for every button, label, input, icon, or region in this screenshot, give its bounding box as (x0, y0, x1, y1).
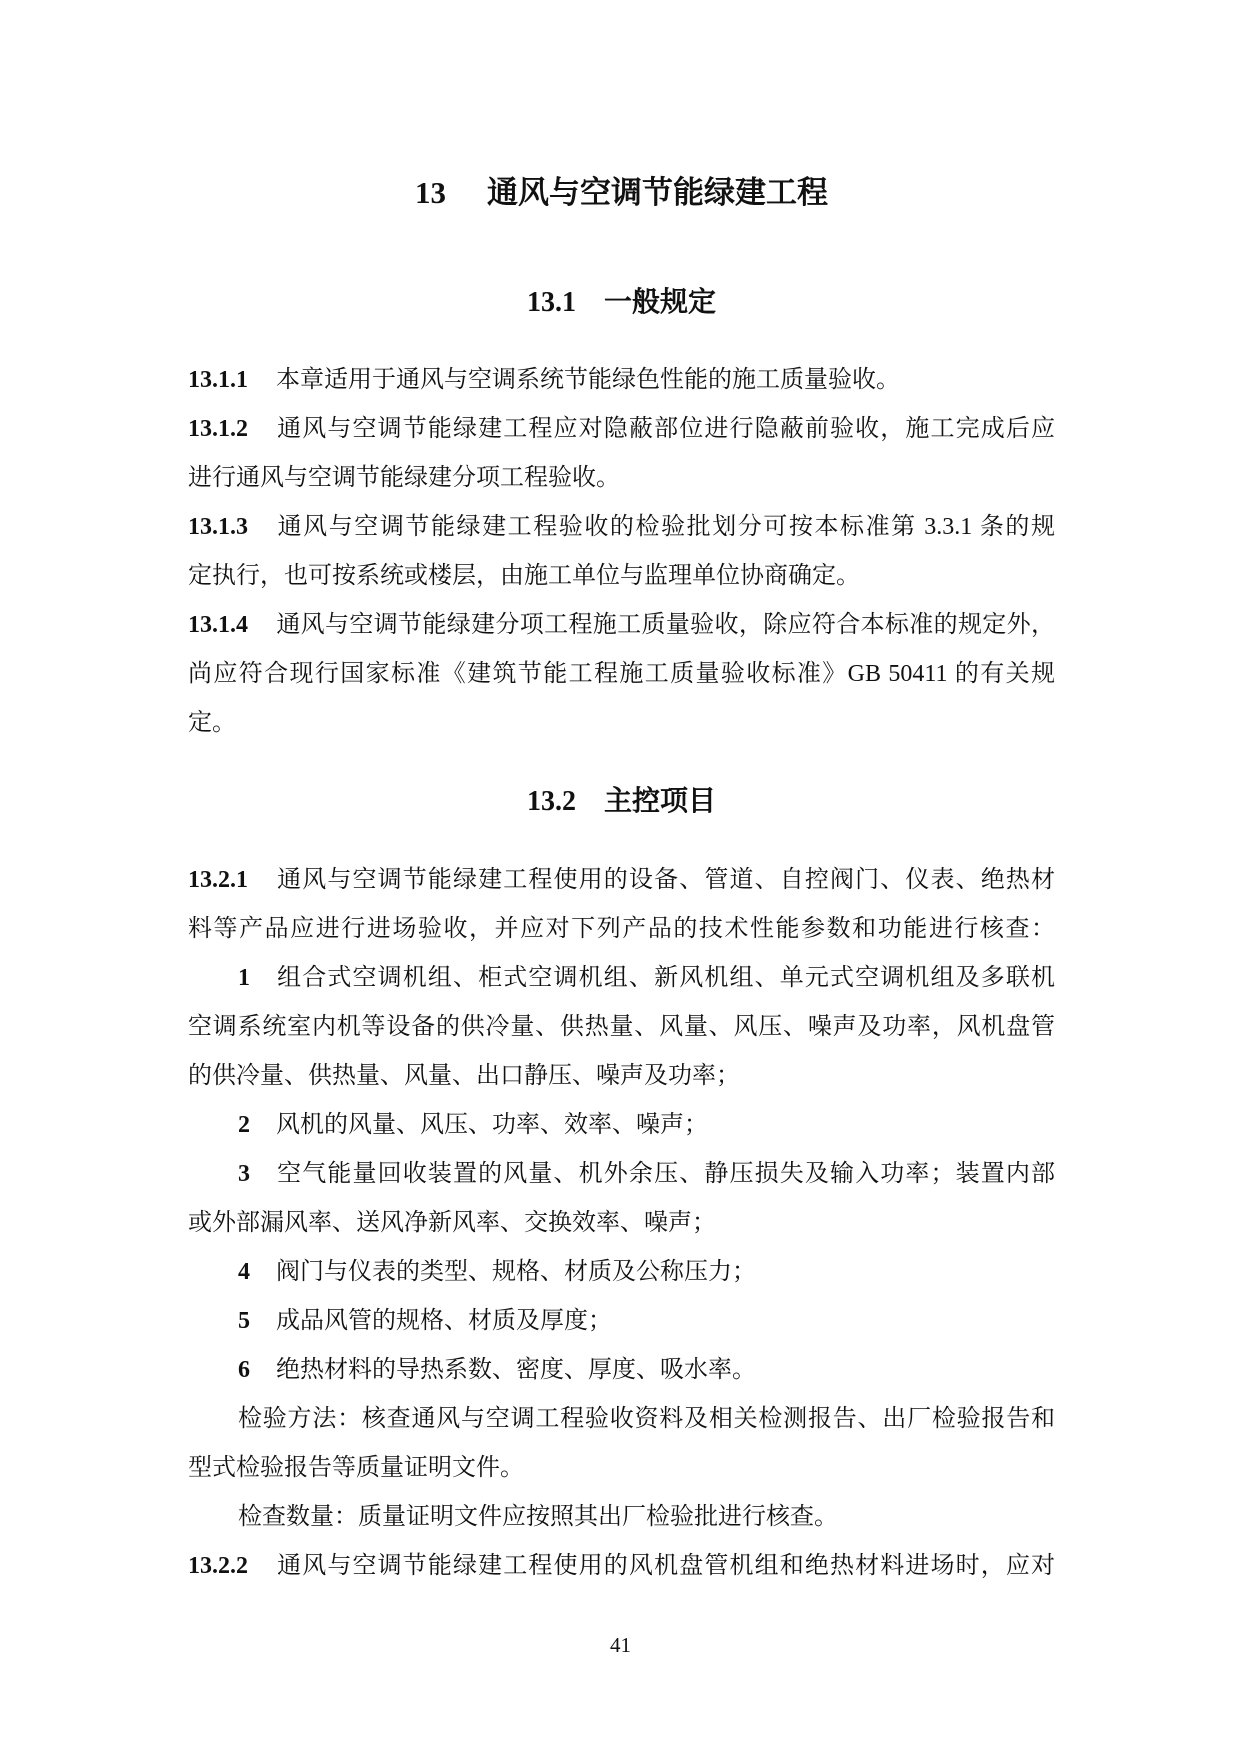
page-content (188, 168, 1055, 1591)
clause-number: 13.1.2 (188, 416, 248, 442)
section-body (188, 856, 1055, 1591)
clause-text: 通风与空调节能绿建工程使用的设备、管道、自控阀门、仪表、绝热材 (276, 867, 1055, 893)
inspection-method-line: 检验方法：核查通风与空调工程验收资料及相关检测报告、出厂检验报告和 (238, 1406, 1055, 1432)
section-heading (188, 776, 1055, 825)
chapter-number: 13 (415, 175, 446, 210)
item-number: 3 (238, 1161, 250, 1187)
item-text-line (188, 1297, 1055, 1346)
clause-text-line (188, 503, 1055, 552)
inspection-quantity (188, 1493, 1055, 1542)
item-text-line: 空调系统室内机等设备的供冷量、供热量、风量、风压、噪声及功率，风机盘管 (188, 1014, 1055, 1040)
clause-number: 13.1.1 (188, 367, 248, 393)
clause-13-1-3 (188, 503, 1055, 601)
section-title: 主控项目 (603, 785, 716, 816)
clause-text-line: 定执行，也可按系统或楼层，由施工单位与监理单位协商确定。 (188, 563, 860, 589)
chapter-heading (188, 168, 1055, 217)
list-item-2 (188, 1101, 1055, 1150)
section-heading (188, 277, 1055, 326)
item-text: 风机的风量、风压、功率、效率、噪声； (276, 1112, 708, 1138)
item-number: 6 (238, 1357, 250, 1383)
page-number: 41 (610, 1633, 631, 1657)
item-text: 组合式空调机组、柜式空调机组、新风机组、单元式空调机组及多联机 (276, 965, 1055, 991)
clause-text-line (188, 1542, 1055, 1591)
clause-text-line: 定。 (188, 710, 236, 736)
inspection-method-line: 型式检验报告等质量证明文件。 (188, 1455, 524, 1481)
clause-text-line (188, 856, 1055, 905)
clause-text-line: 进行通风与空调节能绿建分项工程验收。 (188, 465, 620, 491)
item-text: 绝热材料的导热系数、密度、厚度、吸水率。 (276, 1357, 756, 1383)
clause-text: 通风与空调节能绿建工程验收的检验批划分可按本标准第 3.3.1 条的规 (276, 514, 1055, 540)
section-number: 13.1 (526, 287, 576, 318)
list-item-5 (188, 1297, 1055, 1346)
clause-13-1-1 (188, 356, 1055, 405)
item-number: 1 (238, 965, 250, 991)
section-number: 13.2 (526, 786, 576, 817)
item-text-line (188, 1101, 1055, 1150)
item-text-line (188, 954, 1055, 1003)
clause-number: 13.1.4 (188, 612, 248, 638)
clause-text-line (188, 601, 1055, 650)
clause-13-1-2 (188, 405, 1055, 503)
inspection-method (188, 1395, 1055, 1493)
clause-text-line (188, 405, 1055, 454)
list-item-4 (188, 1248, 1055, 1297)
clause-number: 13.2.1 (188, 867, 248, 893)
list-item-1 (188, 954, 1055, 1101)
clause-text-line: 尚应符合现行国家标准《建筑节能工程施工质量验收标准》GB 50411 的有关规 (188, 661, 1055, 687)
list-item-6 (188, 1346, 1055, 1395)
clause-text-line (188, 356, 1055, 405)
item-number: 2 (238, 1112, 250, 1138)
item-text-line: 或外部漏风率、送风净新风率、交换效率、噪声； (188, 1210, 716, 1236)
item-text-line (188, 1346, 1055, 1395)
clause-text: 通风与空调节能绿建工程应对隐蔽部位进行隐蔽前验收，施工完成后应 (276, 416, 1055, 442)
clause-text-line: 料等产品应进行进场验收，并应对下列产品的技术性能参数和功能进行核查： (188, 916, 1055, 942)
chapter-title: 通风与空调节能绿建工程 (487, 175, 828, 210)
item-text: 阀门与仪表的类型、规格、材质及公称压力； (276, 1259, 756, 1285)
clause-13-1-4 (188, 601, 1055, 748)
item-number: 5 (238, 1308, 250, 1334)
item-text: 成品风管的规格、材质及厚度； (276, 1308, 612, 1334)
clause-text: 通风与空调节能绿建工程使用的风机盘管机组和绝热材料进场时，应对 (276, 1553, 1055, 1579)
section-title: 一般规定 (603, 286, 716, 317)
clause-text: 本章适用于通风与空调系统节能绿色性能的施工质量验收。 (276, 367, 900, 393)
item-text-line (188, 1150, 1055, 1199)
clause-number: 13.2.2 (188, 1553, 248, 1579)
item-text-line: 的供冷量、供热量、风量、出口静压、噪声及功率； (188, 1063, 740, 1089)
clause-13-2-1 (188, 856, 1055, 1542)
clause-13-2-2 (188, 1542, 1055, 1591)
item-text: 空气能量回收装置的风量、机外余压、静压损失及输入功率；装置内部 (276, 1161, 1055, 1187)
item-number: 4 (238, 1259, 250, 1285)
list-item-3 (188, 1150, 1055, 1248)
inspection-quantity-line: 检查数量：质量证明文件应按照其出厂检验批进行核查。 (238, 1504, 838, 1530)
item-text-line (188, 1248, 1055, 1297)
section-body (188, 356, 1055, 748)
clause-number: 13.1.3 (188, 514, 248, 540)
clause-text: 通风与空调节能绿建分项工程施工质量验收，除应符合本标准的规定外， (276, 612, 1055, 638)
